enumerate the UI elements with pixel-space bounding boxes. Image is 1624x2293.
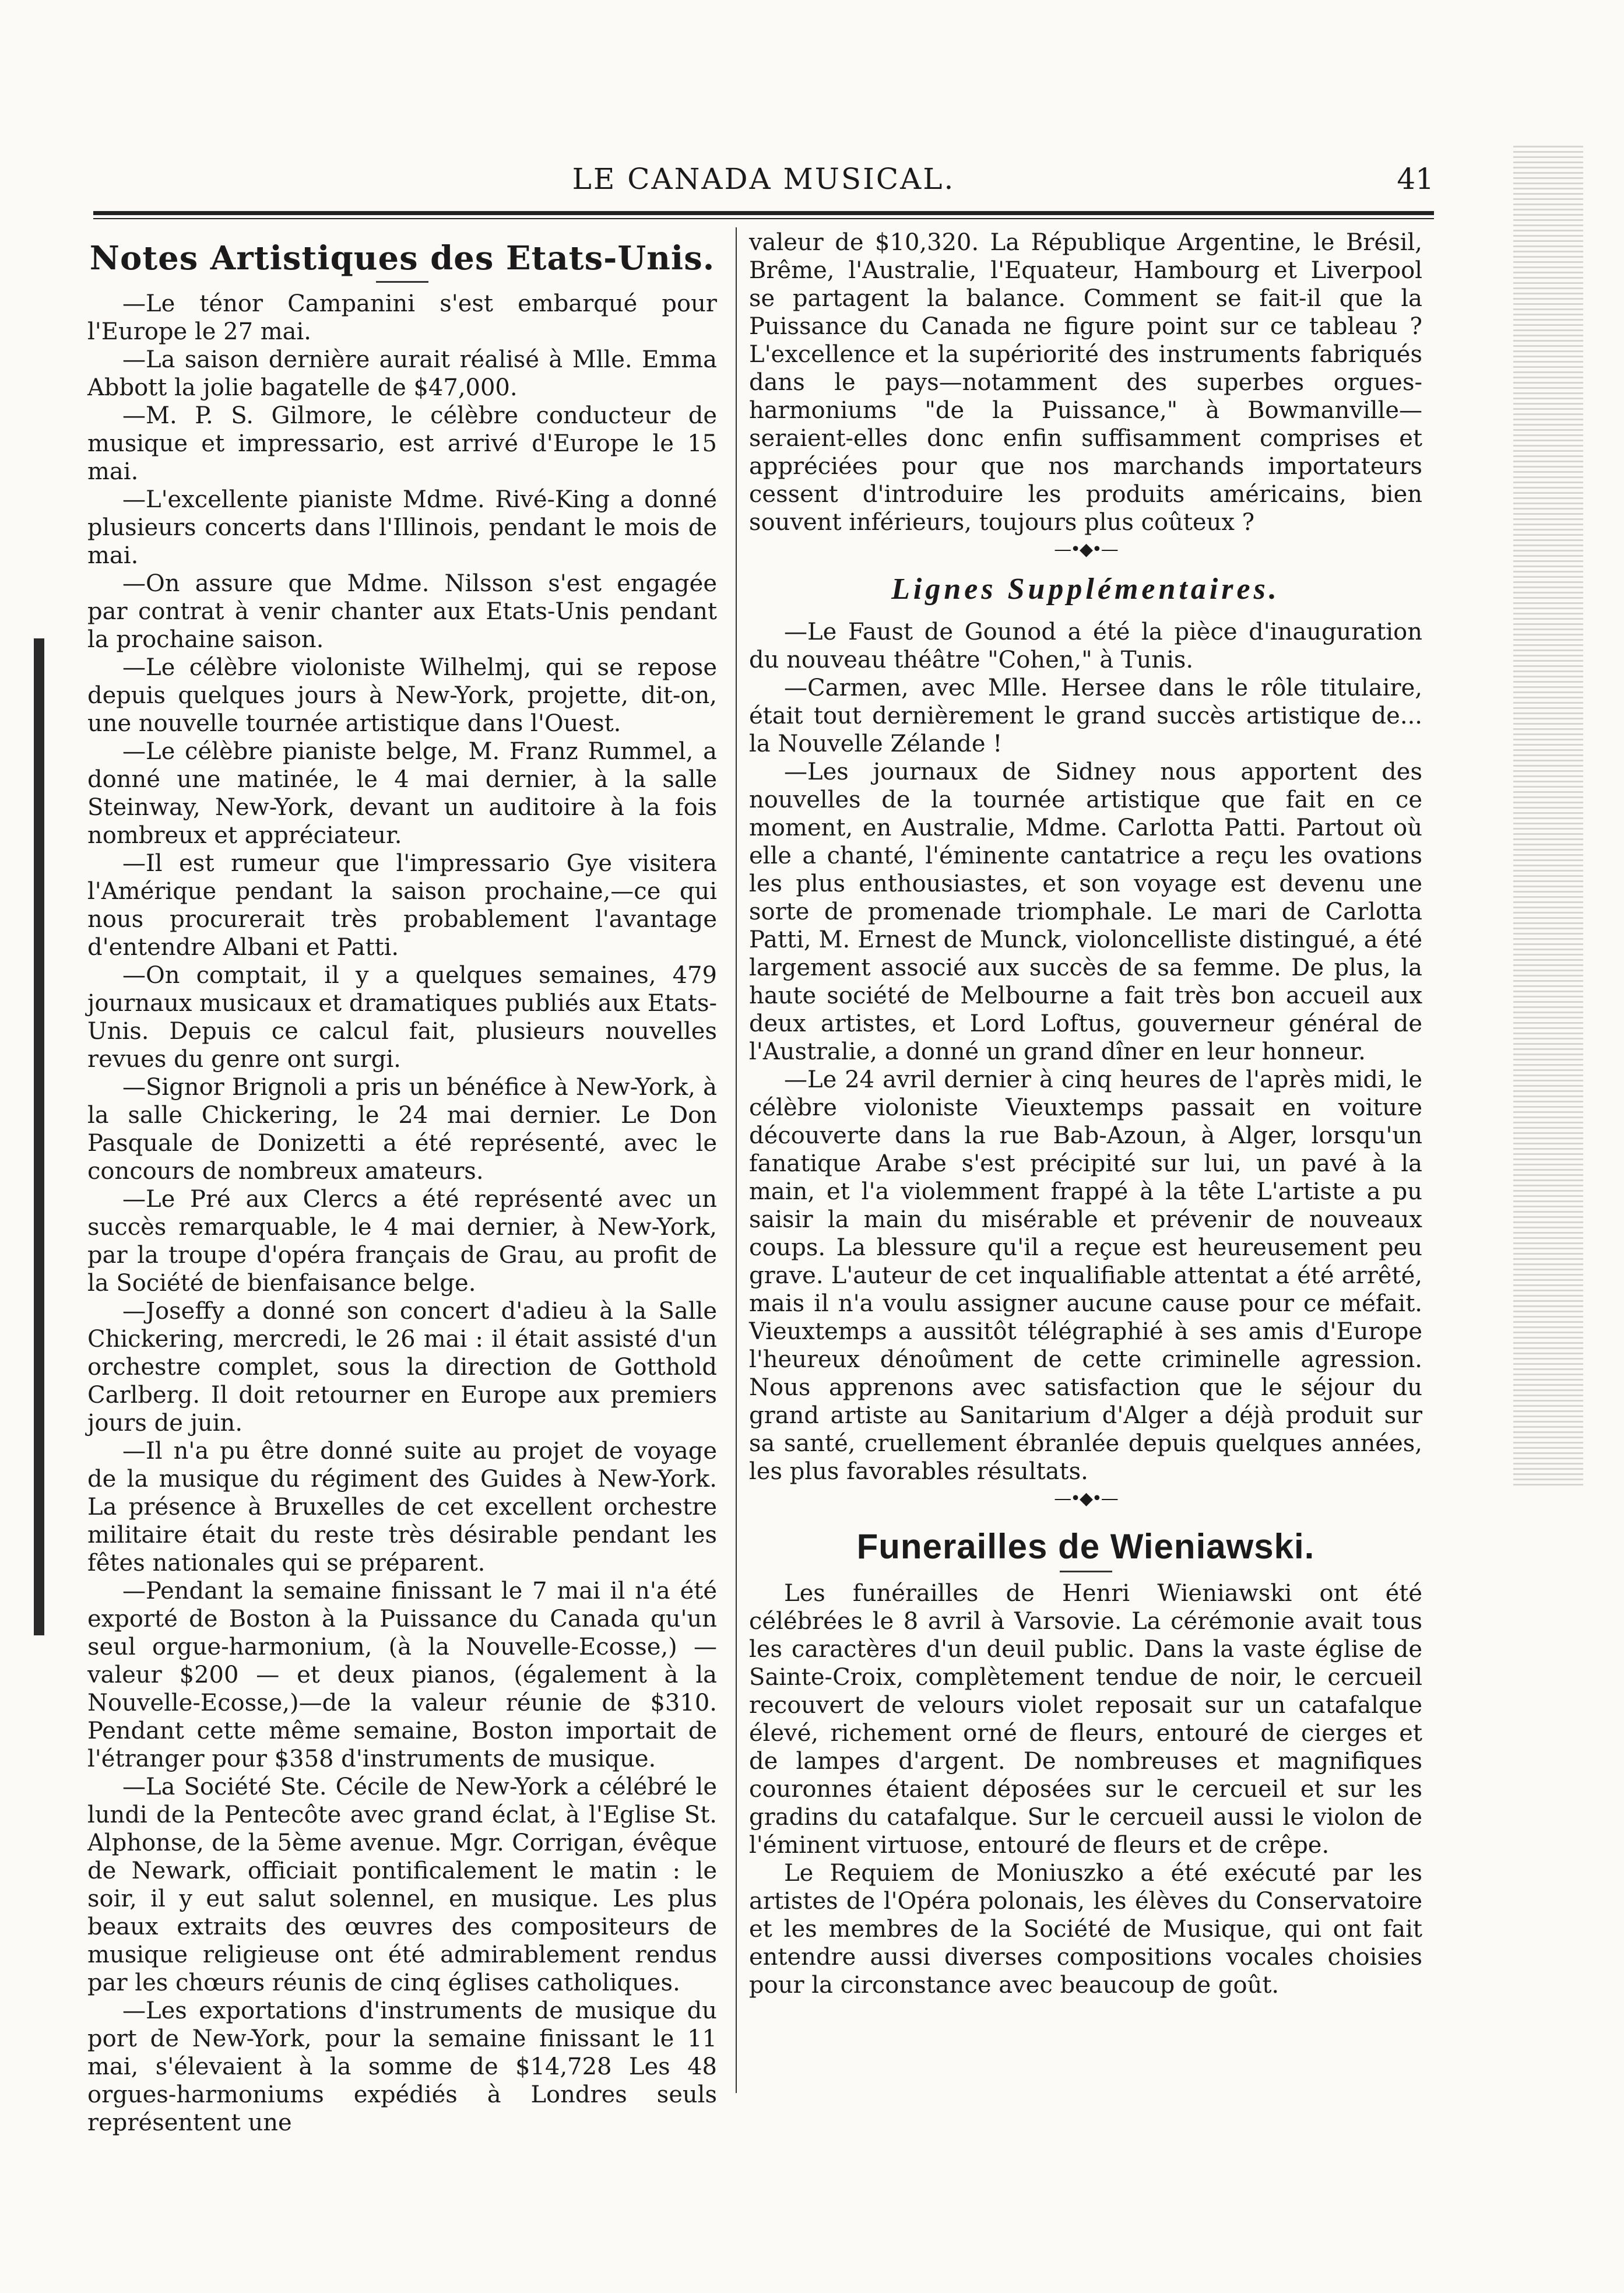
paragraph: —Le célèbre pianiste belge, M. Franz Rummel, a donné une matinée, le 4 mai dernier, à la salle Steinway, New-York, devant un auditoire à la fois nombreux et appréciateur. [87,738,717,849]
paragraph: Les funérailles de Henri Wieniawski ont été célébrées le 8 avril à Varsovie. La cérémonie avait tous les caractères d'un deuil public. Dans la vaste église de Sainte-Croix, complètement tendue de noir, le cercueil recouvert de velours violet reposait sur un catafalque élevé, richement orné de fleurs, entouré de cierges et de lampes d'argent. De nombreuses et magnifiques couronnes étaient déposées sur le cercueil et sur les gradins du catafalque. Sur le cercueil aussi le violon de l'éminent virtuose, entouré de fleurs et de crêpe. [749,1580,1422,1859]
paragraph: —Le Faust de Gounod a été la pièce d'inauguration du nouveau théâtre "Cohen," à Tunis. [749,619,1422,673]
paragraph: —Carmen, avec Mlle. Hersee dans le rôle titulaire, était tout dernièrement le grand succès artistique de... la Nouvelle Zélande ! [749,675,1422,757]
header-rule [93,211,1434,219]
paragraph: —Signor Brignoli a pris un bénéfice à New-York, à la salle Chickering, le 24 mai dernier. Le Don Pasquale de Donizetti a été représenté, avec le concours de nombreux amateurs. [87,1074,717,1185]
paragraph: —Les journaux de Sidney nous apportent des nouvelles de la tournée artistique que fait en ce moment, en Australie, Mdme. Carlotta Patti. Partout où elle a chanté, l'éminente cantatrice a reçu les ovations les plus enthousiastes, et son voyage est devenu une sorte de promenade triomphale. Le mari de Carlotta Patti, M. Ernest de Munck, violoncelliste distingué, a été largement associé aux succès de sa femme. De plus, la haute société de Melbourne a fait très bon accueil aux deux artistes, et Lord Loftus, gouverneur général de l'Australie, a donné un grand dîner en leur honneur. [749,759,1422,1065]
section-heading-lignes: Lignes Supplémentaires. [891,573,1280,606]
paragraph: —Pendant la semaine finissant le 7 mai il n'a été exporté de Boston à la Puissance du Canada qu'un seul orgue-harmonium, (à la Nouvelle-Ecosse,) — valeur $200 — et deux pianos, (également à la Nouvelle-Ecosse,)—de la valeur réunie de $310. Pendant cette même semaine, Boston importait de l'étranger pour $358 d'instruments de musique. [87,1578,717,1772]
paragraph: —La saison dernière aurait réalisé à Mlle. Emma Abbott la jolie bagatelle de $47,000. [87,346,717,401]
column-divider [736,227,737,2093]
paragraph: —Le 24 avril dernier à cinq heures de l'après midi, le célèbre violoniste Vieuxtemps passait en voiture découverte dans la rue Bab-Azoun, à Alger, lorsqu'un fanatique Arabe s'est précipité sur lui, un pavé à la main, et l'a violemment frappé à la tête L'artiste a pu saisir la main du misérable et prévenir de nouveaux coups. La blessure qu'il a reçue est heureusement peu grave. L'auteur de cet inqualifiable attentat a été arrêté, mais il n'a voulu assigner aucune cause pour ce méfait. Vieuxtemps a aussitôt télégraphié à ses amis d'Europe l'heureux dénoûment de cette criminelle agression. Nous apprenons avec satisfaction que le séjour du grand artiste au Sanitarium d'Alger a déjà produit sur sa santé, cruellement ébranlée depuis quelques années, les plus favorables résultats. [749,1066,1422,1485]
paragraph: —Le célèbre violoniste Wilhelmj, qui se repose depuis quelques jours à New-York, projette, dit-on, une nouvelle tournée artistique dans l'Ouest. [87,654,717,737]
left-column [87,229,717,2137]
continued-paragraph: valeur de $10,320. La République Argentine, le Brésil, Brême, l'Australie, l'Equateur, Hambourg et Liverpool se partagent la balance. Comment se fait-il que la Puissance du Canada ne figure point sur ce tableau ? L'excellence et la supériorité des instruments fabriqués dans le pays—notamment des superbes orgues-harmoniums "de la Puissance," à Bowmanville—seraient-elles donc enfin suffisamment comprises et appréciées pour que nos marchands importateurs cessent d'introduire les produits américains, bien souvent inférieurs, toujours plus coûteux ? [749,229,1422,536]
paragraph: —Les exportations d'instruments de musique du port de New-York, pour la semaine finissant le 11 mai, s'élevaient à la somme de $14,728 Les 48 orgues-harmoniums expédiés à Londres seuls représentent une [87,1997,717,2136]
right-column [749,229,1422,1999]
paragraph: —L'excellente pianiste Mdme. Rivé-King a donné plusieurs concerts dans l'Illinois, pendant le mois de mai. [87,486,717,569]
paragraph: Le Requiem de Moniuszko a été exécuté par les artistes de l'Opéra polonais, les élèves du Conservatoire et les membres de la Société de Musique, qui ont fait entendre aussi diverses compositions vocales choisies pour la circonstance avec beaucoup de goût. [749,1860,1422,1999]
section-heading-funerailles: Funerailles de Wieniawski. [856,1527,1315,1566]
paragraph: —On comptait, il y a quelques semaines, 479 journaux musicaux et dramatiques publiés aux Etats-Unis. Depuis ce calcul fait, plusieurs nouvelles revues du genre ont surgi. [87,962,717,1073]
ornament-divider: —•◆•— [1054,539,1117,560]
paragraph: —Il est rumeur que l'impressario Gye visitera l'Amérique pendant la saison prochaine,—ce qui nous procurerait très probablement l'avantage d'entendre Albani et Patti. [87,850,717,961]
heading-rule [1060,1571,1112,1572]
ornament-divider: —•◆•— [1054,1488,1117,1509]
paragraph: —Le ténor Campanini s'est embarqué pour l'Europe le 27 mai. [87,290,717,345]
paragraph: —Joseffy a donné son concert d'adieu à la Salle Chickering, mercredi, le 26 mai : il était assisté d'un orchestre complet, sous la direction de Gotthold Carlberg. Il doit retourner en Europe aux premiers jours de juin. [87,1298,717,1437]
paragraph: —On assure que Mdme. Nilsson s'est engagée par contrat à venir chanter aux Etats-Unis pendant la prochaine saison. [87,570,717,653]
paragraph: —Le Pré aux Clercs a été représenté avec un succès remarquable, le 4 mai dernier, à New-York, par la troupe d'opéra français de Grau, au profit de la Société de bienfaisance belge. [87,1186,717,1297]
page-edge-speckle [1513,146,1583,1487]
paragraph: —La Société Ste. Cécile de New-York a célébré le lundi de la Pentecôte avec grand éclat, à l'Eglise St. Alphonse, de la 5ème avenue. Mgr. Corrigan, évêque de Newark, officiait pontificalement le matin : le soir, il y eut salut solennel, en musique. Les plus beaux extraits des œuvres des compositeurs de musique religieuse ont été admirablement rendus par les chœurs réunis de cinq églises catholiques. [87,1774,717,1996]
paragraph: —Il n'a pu être donné suite au projet de voyage de la musique du régiment des Guides à New-York. La présence à Bruxelles de cet excellent orchestre militaire était du reste très désirable pendant les fêtes nationales qui se préparent. [87,1438,717,1576]
running-title: LE CANADA MUSICAL. [572,162,955,196]
section-heading-notes: Notes Artistiques des Etats-Unis. [89,239,715,278]
paragraph: —M. P. S. Gilmore, le célèbre conducteur de musique et impressario, est arrivé d'Europe le 15 mai. [87,402,717,485]
heading-rule [376,281,428,283]
page-number: 41 [1397,162,1434,196]
page-header [93,162,1434,203]
margin-ink-bar [34,638,44,1635]
